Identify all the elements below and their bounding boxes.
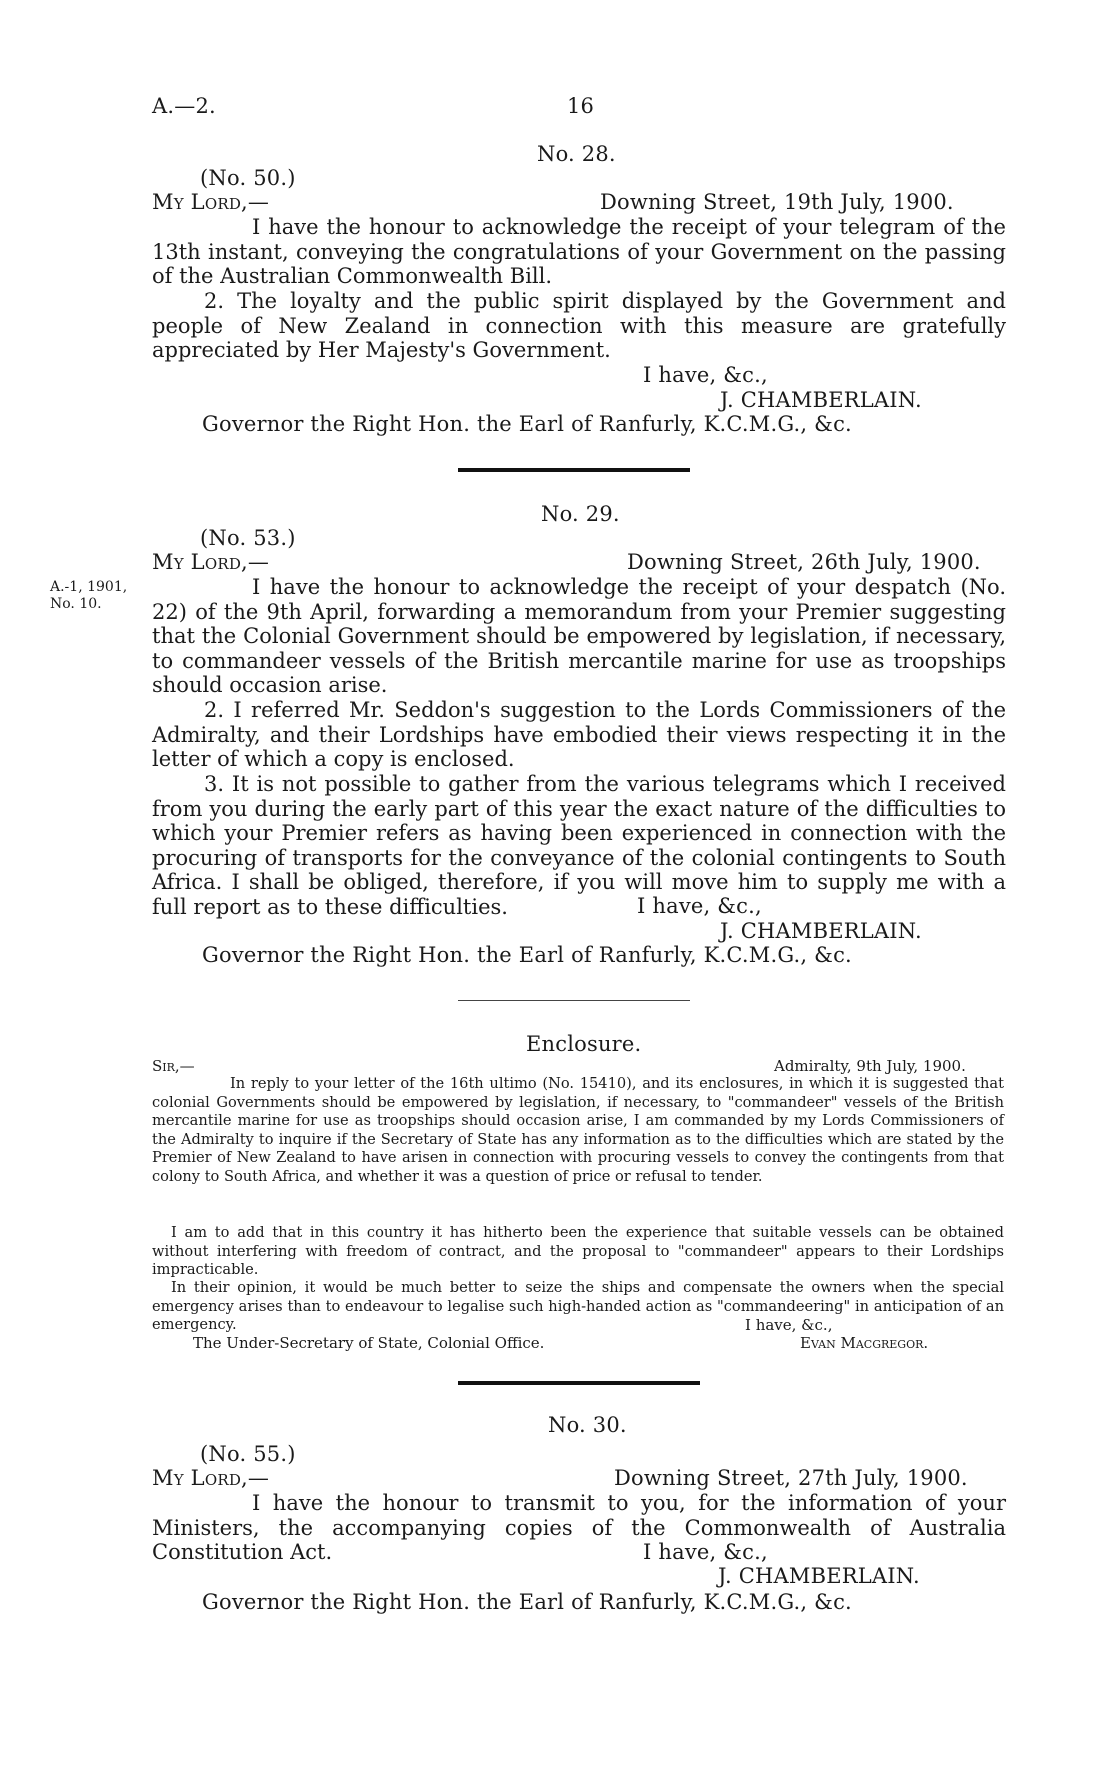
section-heading: No. 28. <box>537 142 616 166</box>
paragraph: 3. It is not possible to gather from the various telegrams which I received from you during the early part of this year the exact nature of the difficulties to which your Premier refers as having been experienced in connection with the procuring of transports for the conveyance of the colonial contingents to South Africa. I shall be obliged, therefore, if you will move him to supply me with a full report as to these difficulties. <box>152 772 1006 919</box>
section-heading: No. 30. <box>548 1413 627 1437</box>
dateline: Downing Street, 26th July, 1900. <box>627 550 981 574</box>
section-heading: No. 29. <box>541 502 620 526</box>
closing: I have, &c., <box>745 1316 833 1334</box>
section-divider <box>458 1000 690 1001</box>
margin-note-line: No. 10. <box>50 596 102 612</box>
signature: J. CHAMBERLAIN. <box>718 1564 920 1588</box>
signature: J. CHAMBERLAIN. <box>720 919 922 943</box>
addressee: Governor the Right Hon. the Earl of Ranfurly, K.C.M.G., &c. <box>202 1590 852 1614</box>
section-divider <box>458 1381 700 1385</box>
paragraph: 2. I referred Mr. Seddon's suggestion to the Lords Commissioners of the Admiralty, and their Lordships have embodied their views respecting it in the letter of which a copy is enclosed. <box>152 698 1006 771</box>
page-number: 16 <box>567 94 595 118</box>
section-heading: Enclosure. <box>526 1032 642 1056</box>
paragraph: I have the honour to acknowledge the receipt of your telegram of the 13th instant, conveying the congratulations of your Government on the passing of the Australian Commonwealth Bill. <box>152 215 1006 288</box>
closing: I have, &c., <box>643 1540 768 1564</box>
salutation: Sir,— <box>152 1057 195 1075</box>
paragraph: In reply to your letter of the 16th ultimo (No. 15410), and its enclosures, in which it is suggested that colonial Governments should be empowered by legislation, if necessary, to "commandeer" vessels of the British mercantile marine for use as troopships should occasion arise, I am commanded by my Lords Commissioners of the Admiralty to inquire if the Secretary of State has any information as to the difficulties which are stated by the Premier of New Zealand to have arisen in connection with procuring vessels to convey the contingents from that colony to South Africa, and whether it was a question of price or refusal to tender. <box>152 1075 1004 1185</box>
page-ref: A.—2. <box>152 94 216 118</box>
dateline: Downing Street, 19th July, 1900. <box>600 190 954 214</box>
section-divider <box>458 468 690 472</box>
despatch-ref: (No. 53.) <box>200 526 296 550</box>
paragraph: I have the honour to acknowledge the receipt of your despatch (No. 22) of the 9th April, forwarding a memorandum from your Premier suggesting that the Colonial Government should be empowered by legislation, if necessary, to commandeer vessels of the British mercantile marine for use as troopships should occasion arise. <box>152 575 1006 697</box>
signature: J. CHAMBERLAIN. <box>720 388 922 412</box>
paragraph: I am to add that in this country it has hitherto been the experience that suitable vessels can be obtained without interfering with freedom of contract, and the proposal to "commandeer" appears to their Lordships impracticable. <box>152 1224 1004 1279</box>
dateline: Downing Street, 27th July, 1900. <box>614 1466 968 1490</box>
salutation: My Lord,— <box>152 550 270 574</box>
salutation: My Lord,— <box>152 1466 270 1490</box>
closing: I have, &c., <box>643 363 768 387</box>
paragraph: I have the honour to transmit to you, for the information of your Ministers, the accompanying copies of the Commonwealth of Australia Constitution Act. <box>152 1491 1006 1564</box>
margin-note <box>50 579 127 613</box>
addressee: Governor the Right Hon. the Earl of Ranfurly, K.C.M.G., &c. <box>202 943 852 967</box>
despatch-ref: (No. 50.) <box>200 166 296 190</box>
margin-note-line: A.-1, 1901, <box>50 579 128 595</box>
dateline: Admiralty, 9th July, 1900. <box>774 1057 966 1075</box>
addressee: The Under-Secretary of State, Colonial Office. <box>193 1334 545 1352</box>
paragraph: In their opinion, it would be much better to seize the ships and compensate the owners when the special emergency arises than to endeavour to legalise such high-handed action as "commandeering" in anticipation of an emergency. <box>152 1279 1004 1334</box>
salutation: My Lord,— <box>152 190 270 214</box>
addressee: Governor the Right Hon. the Earl of Ranfurly, K.C.M.G., &c. <box>202 412 852 436</box>
paragraph: 2. The loyalty and the public spirit displayed by the Government and people of New Zealand in connection with this measure are gratefully appreciated by Her Majesty's Government. <box>152 289 1006 362</box>
despatch-ref: (No. 55.) <box>200 1442 296 1466</box>
signature: Evan Macgregor. <box>800 1334 929 1352</box>
closing: I have, &c., <box>637 894 762 918</box>
